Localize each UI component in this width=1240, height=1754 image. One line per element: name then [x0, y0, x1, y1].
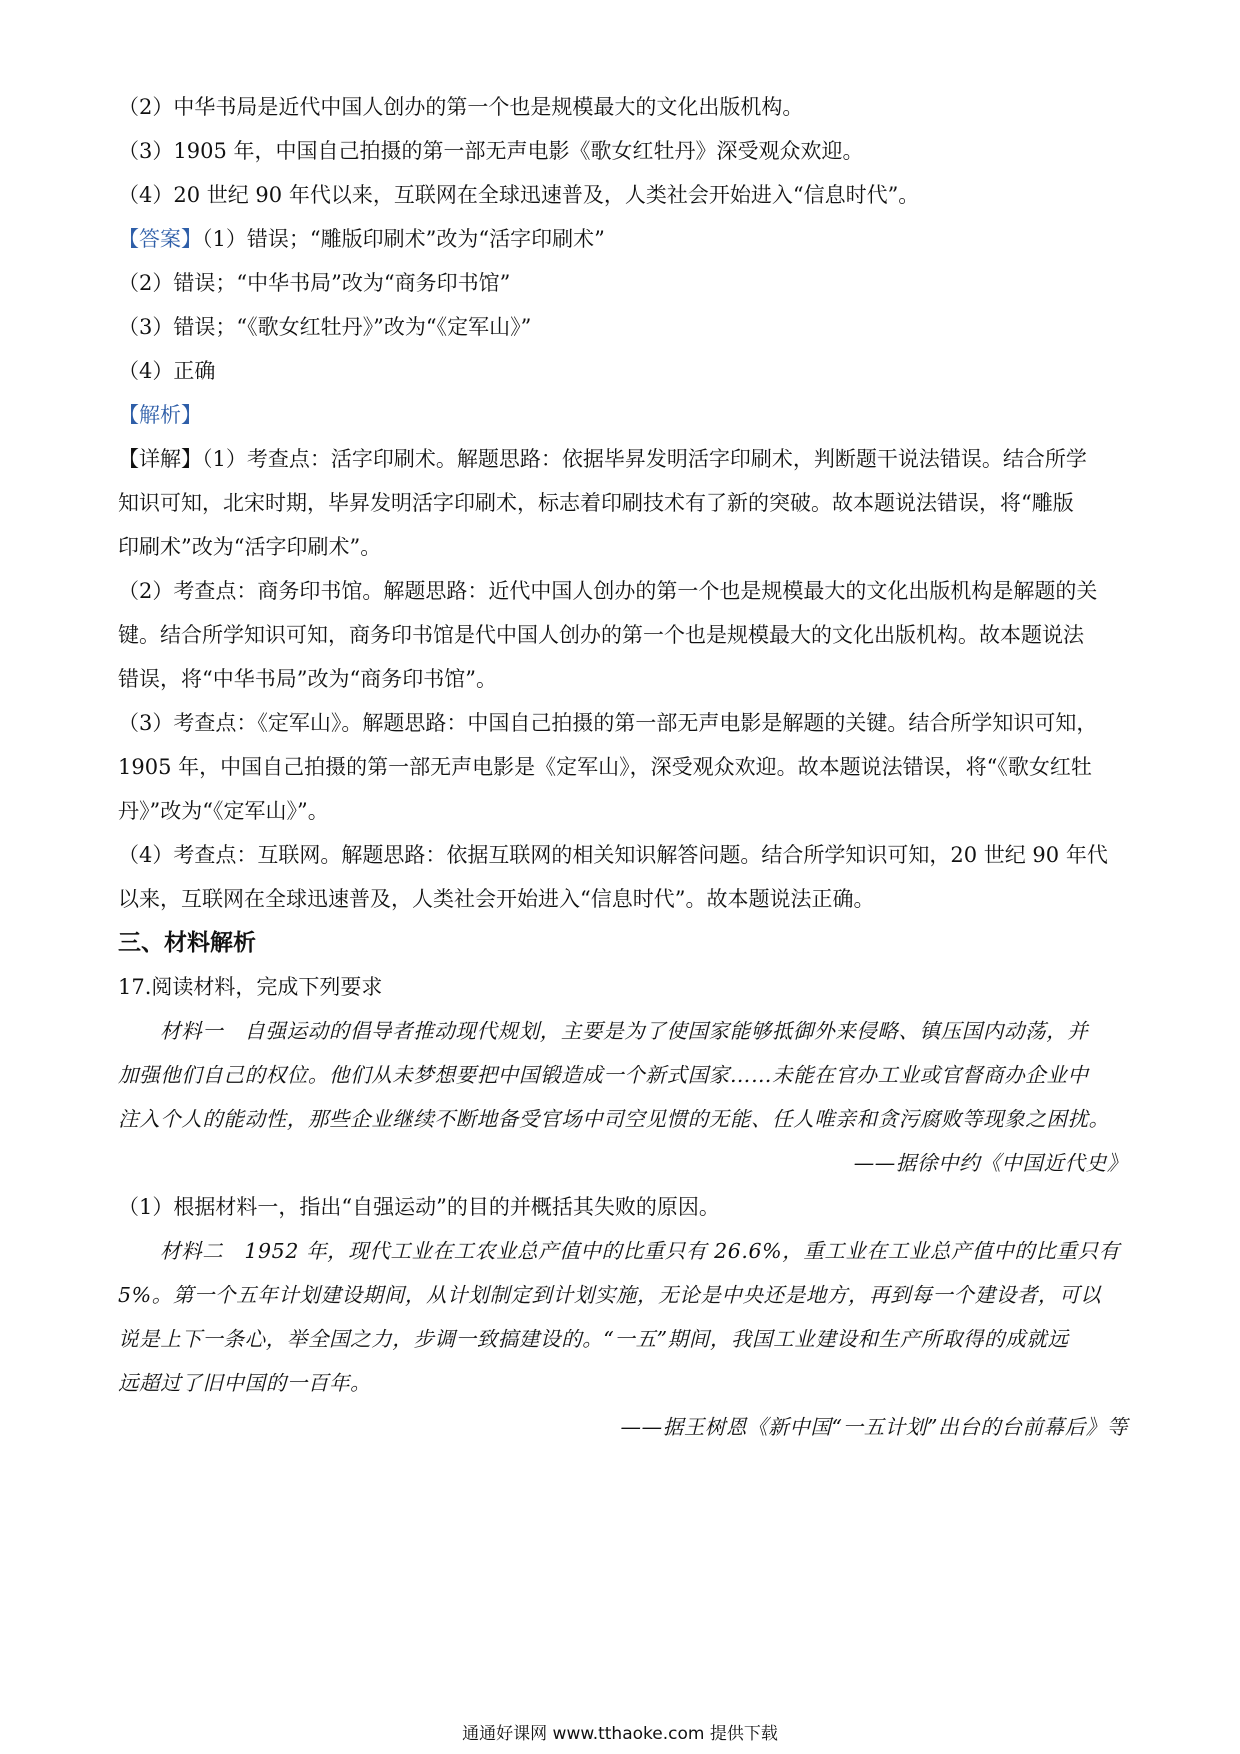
analysis-line: （2）考查点：商务印书馆。解题思路：近代中国人创办的第一个也是规模最大的文化出版机构是解题的关	[118, 579, 1098, 603]
footer-credit: 通通好课网 www.tthaoke.com 提供下载	[462, 1724, 778, 1744]
analysis-line: 丹》”改为“《定军山》”。	[118, 799, 329, 823]
material-2-line: 5%。第一个五年计划建设期间，从计划制定到计划实施，无论是中央还是地方，再到每一个建设者，可以	[118, 1283, 1102, 1307]
analysis-tag: 【解析】	[118, 403, 202, 427]
sub-question-1: （1）根据材料一，指出“自强运动”的目的并概括其失败的原因。	[118, 1195, 720, 1219]
question-17: 17.阅读材料，完成下列要求	[118, 975, 383, 999]
answer-line-1	[118, 224, 1128, 254]
analysis-line: 键。结合所学知识可知，商务印书馆是代中国人创办的第一个也是规模最大的文化出版机构。故本题说法	[118, 623, 1084, 647]
analysis-line: 印刷术”改为“活字印刷术”。	[118, 535, 382, 559]
material-1-line: 注入个人的能动性，那些企业继续不断地备受官场中司空见惯的无能、任人唯亲和贪污腐败等现象之困扰。	[118, 1107, 1110, 1131]
answer-item-4: （4）正确	[118, 359, 216, 383]
analysis-line: 以来，互联网在全球迅速普及，人类社会开始进入“信息时代”。故本题说法正确。	[118, 887, 875, 911]
statement-2: （2）中华书局是近代中国人创办的第一个也是规模最大的文化出版机构。	[118, 95, 804, 119]
analysis-line: 1905 年，中国自己拍摄的第一部无声电影是《定军山》，深受观众欢迎。故本题说法错误，将“《歌女红牡	[118, 755, 1092, 779]
material-1-source: ——据徐中约《中国近代史》	[853, 1151, 1128, 1175]
material-2-source: ——据王树恩《新中国“一五计划”出台的台前幕后》等	[620, 1415, 1128, 1439]
analysis-line: （3）考查点：《定军山》。解题思路：中国自己拍摄的第一部无声电影是解题的关键。结合所学知识可知，	[118, 711, 1098, 735]
detail-tag: 【详解】	[118, 447, 202, 471]
material-1-line: 材料一 自强运动的倡导者推动现代规划，主要是为了使国家能够抵御外来侵略、镇压国内动荡，并	[160, 1019, 1089, 1043]
material-2-line: 远超过了旧中国的一百年。	[118, 1371, 372, 1395]
answer-item-3: （3）错误；“《歌女红牡丹》”改为“《定军山》”	[118, 315, 532, 339]
analysis-line: （4）考查点：互联网。解题思路：依据互联网的相关知识解答问题。结合所学知识可知，20 世纪 90 年代	[118, 843, 1108, 867]
material-2-line: 说是上下一条心，举全国之力，步调一致搞建设的。“一五”期间，我国工业建设和生产所取得的成就远	[118, 1327, 1069, 1351]
material-2-line: 材料二 1952 年，现代工业在工农业总产值中的比重只有 26.6%，重工业在工业总产值中的比重只有	[160, 1239, 1120, 1263]
analysis-line: 知识可知，北宋时期，毕昇发明活字印刷术，标志着印刷技术有了新的突破。故本题说法错误，将“雕版	[118, 491, 1074, 515]
answer-tag: 【答案】	[118, 227, 202, 251]
answer-item-2: （2）错误；“中华书局”改为“商务印书馆”	[118, 271, 511, 295]
statement-3: （3）1905 年，中国自己拍摄的第一部无声电影《歌女红牡丹》深受观众欢迎。	[118, 139, 864, 163]
analysis-line: 错误，将“中华书局”改为“商务印书馆”。	[118, 667, 497, 691]
section-heading: 三、材料解析	[118, 930, 256, 956]
analysis-line	[118, 444, 1128, 474]
material-1-line: 加强他们自己的权位。他们从未梦想要把中国锻造成一个新式国家……未能在官办工业或官督商办企业中	[118, 1063, 1089, 1087]
analysis-text: （1）考查点：活字印刷术。解题思路：依据毕昇发明活字印刷术，判断题干说法错误。结合所学	[202, 447, 1087, 471]
statement-4: （4）20 世纪 90 年代以来，互联网在全球迅速普及，人类社会开始进入“信息时代”。	[118, 183, 920, 207]
answer-item-1: （1）错误；“雕版印刷术”改为“活字印刷术”	[202, 227, 605, 251]
